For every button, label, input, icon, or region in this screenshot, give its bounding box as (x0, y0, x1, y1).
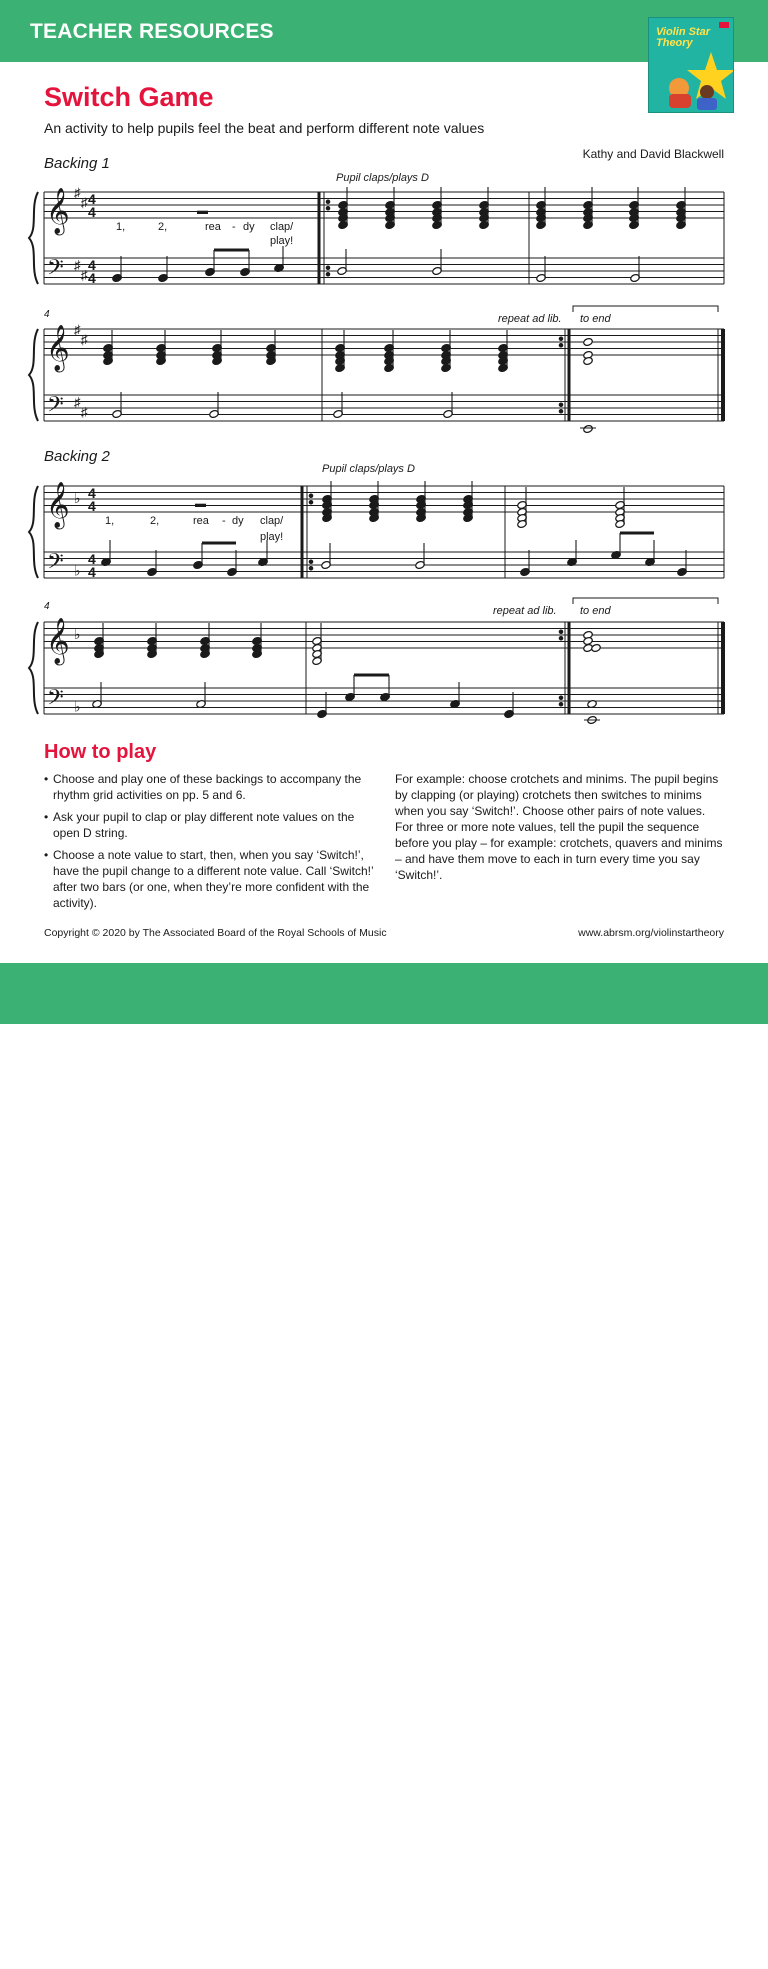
brace (29, 622, 38, 714)
brace (29, 486, 38, 578)
music-score (0, 0, 768, 730)
key-sharp-icon: ♯ (81, 267, 88, 283)
repeat-dot (326, 206, 330, 210)
count-in-lyric: dy (243, 221, 255, 233)
repeat-dot (309, 566, 313, 570)
time-signature-icon: 4 (88, 551, 96, 567)
bass-clef-icon: 𝄢 (47, 548, 64, 579)
how-to-play-item: • Choose a note value to start, then, when you say ‘Switch!’, have the pupil change to a different note value. Call ‘Switch!’ after two bars (or one, when they’re more confident with the activity). (44, 847, 374, 911)
ending-instruction: to end (580, 313, 611, 325)
key-flat-icon: ♭ (74, 698, 81, 715)
whole-note (583, 424, 593, 433)
backing1-label: Backing 1 (44, 155, 110, 172)
bass-clef-icon: 𝄢 (47, 391, 64, 422)
volta-bracket (573, 306, 718, 312)
count-in-lyric: 1, (116, 221, 126, 233)
time-signature-icon: 4 (88, 204, 96, 220)
time-signature-icon: 4 (88, 485, 96, 501)
how-to-play-example: For example: choose crotchets and minims. The pupil begins by clapping (or playing) crotchets then switches to minims when you say ‘Switch!’. Choose other pairs of note values. For three or more note values, tell the pupil the sequence before you play – for example: crotchets, quavers and minims – and have them move to each in turn every time you say ‘Switch!’. (395, 772, 723, 882)
copyright-text: Copyright © 2020 by The Associated Board of the Royal Schools of Music (44, 927, 387, 939)
count-in-lyric: 2, (158, 221, 168, 233)
repeat-dot (559, 343, 563, 347)
measure-number: 4 (44, 309, 50, 320)
bass-clef-icon: 𝄢 (47, 684, 64, 715)
pupil-instruction: Pupil claps/plays D (322, 463, 415, 475)
repeat-dot (559, 409, 563, 413)
authors: Kathy and David Blackwell (582, 147, 724, 161)
backing2-label: Backing 2 (44, 448, 110, 465)
count-in-lyric: play! (260, 531, 284, 543)
time-signature-icon: 4 (88, 270, 96, 286)
key-flat-icon: ♭ (74, 490, 81, 506)
how-to-play-list (44, 771, 374, 917)
time-signature-icon: 4 (88, 564, 96, 580)
cover-title-line1: Violin Star (656, 26, 710, 38)
count-in-lyric: clap/ (260, 515, 284, 527)
whole-rest-icon: ▬ (195, 498, 206, 510)
key-sharp-icon: ♯ (81, 194, 88, 210)
whole-note (583, 337, 593, 346)
ending-instruction: to end (580, 605, 611, 617)
count-in-lyric: dy (232, 515, 244, 527)
how-to-play-item: • Ask your pupil to clap or play different note values on the open D string. (44, 809, 374, 841)
repeat-dot (309, 494, 313, 498)
key-sharp-icon: ♯ (74, 185, 81, 200)
treble-clef-icon: 𝄞 (46, 483, 70, 527)
page-title: Switch Game (44, 82, 214, 112)
repeat-dot (559, 630, 563, 634)
count-in-lyric: play! (270, 235, 294, 247)
brace (29, 192, 38, 284)
treble-clef-icon: 𝄞 (46, 326, 70, 370)
repeat-dot (326, 272, 330, 276)
key-sharp-icon: ♯ (74, 257, 81, 273)
repeat-dot (559, 636, 563, 640)
website-link[interactable]: www.abrsm.org/violinstartheory (578, 927, 724, 939)
how-to-play-title: How to play (44, 741, 157, 763)
treble-clef-icon: 𝄞 (46, 619, 70, 663)
count-in-lyric: rea (205, 221, 221, 233)
key-sharp-icon: ♯ (74, 394, 81, 410)
whole-rest-icon: ▬ (197, 205, 208, 217)
count-in-lyric: 2, (150, 515, 160, 527)
key-sharp-icon: ♯ (74, 322, 81, 337)
whole-note (591, 643, 601, 652)
bass-clef-icon: 𝄢 (47, 254, 64, 285)
time-signature-icon: 4 (88, 257, 96, 273)
key-flat-icon: ♭ (74, 562, 81, 579)
treble-clef-icon: 𝄞 (46, 189, 70, 233)
time-signature-icon: 4 (88, 498, 96, 514)
series-name: VIOLIN STAR THEORY (30, 1945, 258, 1968)
measure-number: 4 (44, 601, 50, 612)
repeat-dot (559, 403, 563, 407)
repeat-dot (559, 337, 563, 341)
repeat-dot (559, 696, 563, 700)
repeat-instruction: repeat ad lib. (493, 605, 557, 617)
repeat-instruction: repeat ad lib. (498, 313, 562, 325)
repeat-dot (326, 200, 330, 204)
repeat-dot (559, 702, 563, 706)
count-in-lyric: rea (193, 515, 209, 527)
count-in-lyric: clap/ (270, 221, 294, 233)
repeat-dot (309, 560, 313, 564)
pupil-instruction: Pupil claps/plays D (336, 172, 429, 184)
abrsm-logo: ABRSM (666, 1945, 744, 1968)
brace (29, 329, 38, 421)
count-in-lyric: - (232, 221, 236, 233)
key-sharp-icon: ♯ (81, 331, 88, 347)
key-flat-icon: ♭ (74, 626, 81, 642)
footer-band (0, 963, 768, 1968)
header-title: TEACHER RESOURCES (30, 20, 274, 43)
repeat-dot (309, 500, 313, 504)
page-subtitle: An activity to help pupils feel the beat and perform different note values (44, 120, 485, 136)
how-to-play-item: • Choose and play one of these backings to accompany the rhythm grid activities on pp. 5 and 6. (44, 771, 374, 803)
time-signature-icon: 4 (88, 191, 96, 207)
key-sharp-icon: ♯ (81, 404, 88, 420)
volta-bracket (573, 598, 718, 604)
count-in-lyric: 1, (105, 515, 115, 527)
cover-title-line2: Theory (656, 37, 693, 49)
repeat-dot (326, 266, 330, 270)
count-in-lyric: - (222, 515, 226, 527)
